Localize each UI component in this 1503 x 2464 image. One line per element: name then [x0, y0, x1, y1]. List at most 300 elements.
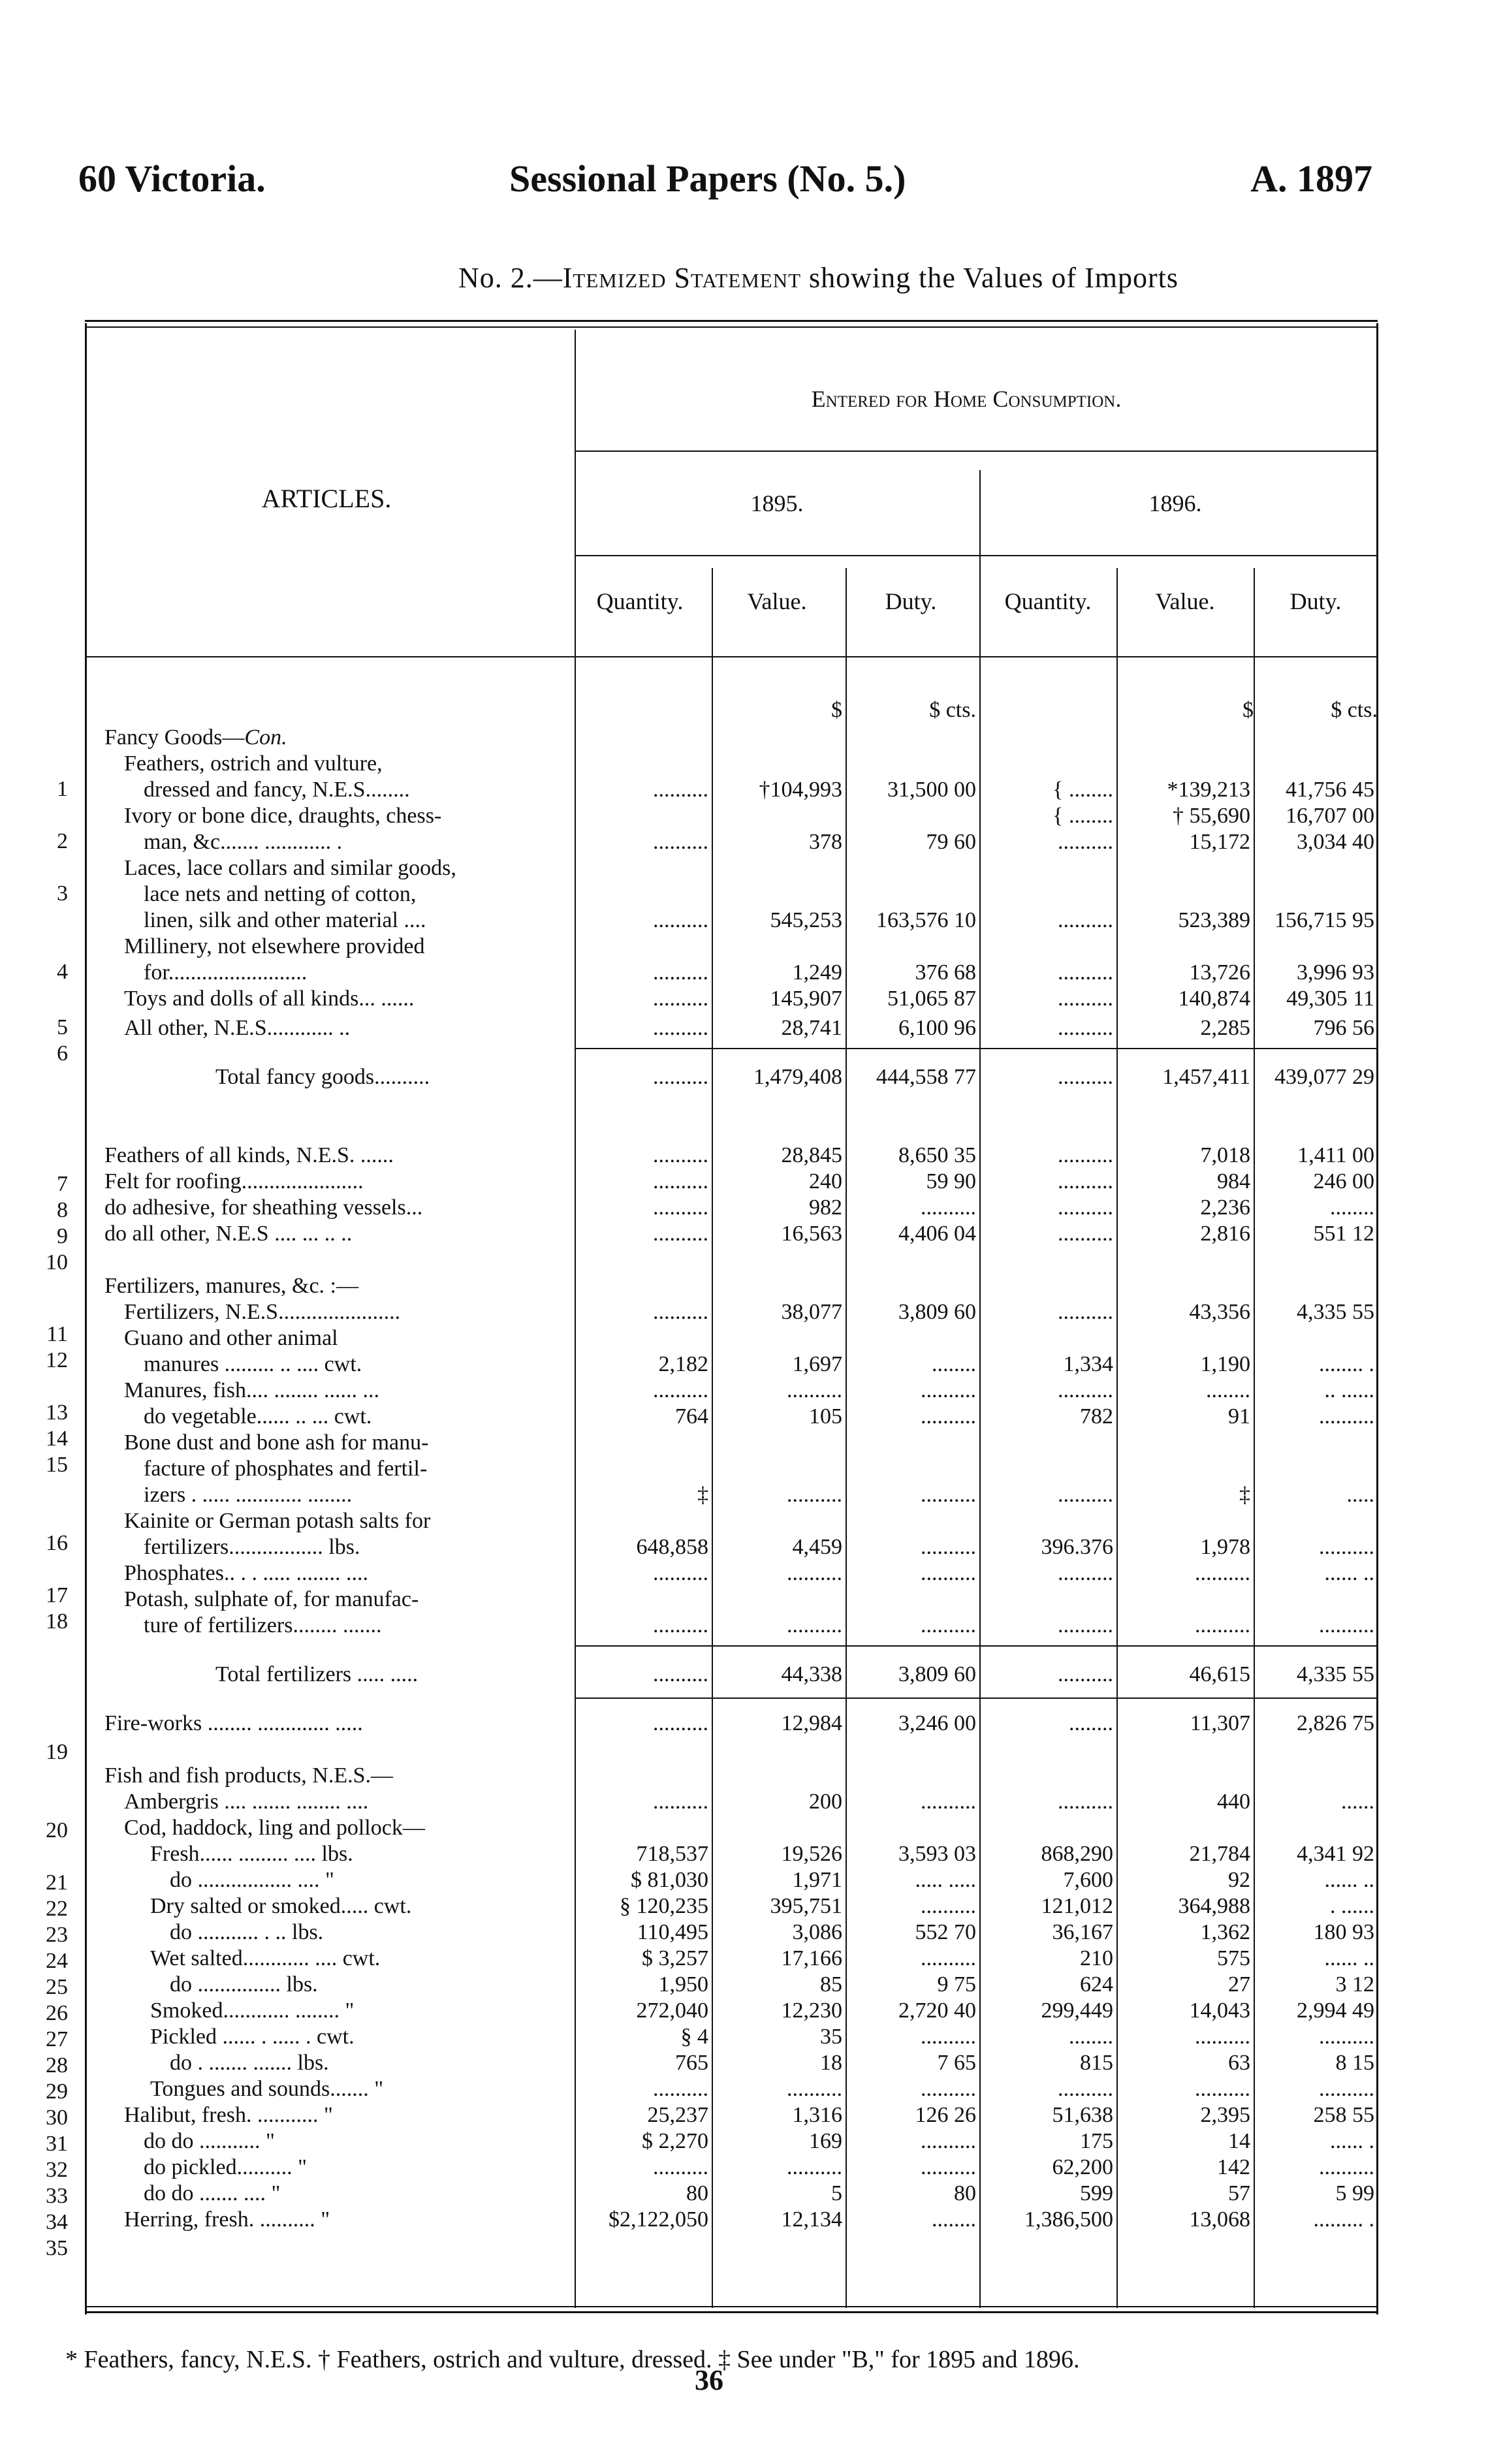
cell-v2: 2,816	[1200, 1222, 1250, 1246]
cell-v1: 982	[809, 1195, 842, 1220]
cell-q1: 1,950	[658, 1972, 708, 1997]
row-number: 2	[57, 829, 68, 853]
cell-v2: ‡	[1239, 1483, 1250, 1507]
row-number: 17	[46, 1583, 68, 1607]
article-line: Dry salted or smoked..... cwt.	[150, 1894, 412, 1918]
row-number: 9	[57, 1224, 68, 1248]
cell-d1: ..... .....	[915, 1868, 976, 1892]
cell-d1: ..........	[921, 1894, 976, 1918]
cell-v2: 27	[1228, 1972, 1250, 1997]
cell-v2: ..........	[1195, 2025, 1250, 2049]
divider-v1	[846, 568, 847, 2308]
cell-d2: ..........	[1319, 1613, 1374, 1637]
cell-d2: 41,756 45	[1286, 778, 1374, 802]
cell-v1: ..........	[787, 1613, 842, 1637]
cell-d2: 796 56	[1313, 1016, 1374, 1040]
article-line: Millinery, not elsewhere provided	[124, 934, 425, 958]
article-line: Kainite or German potash salts for	[124, 1509, 431, 1533]
unit-duty-1896: $ cts.	[1331, 698, 1378, 722]
cell-q2: ..........	[1058, 830, 1113, 854]
article-line: manures ......... .. .... cwt.	[144, 1352, 362, 1376]
cell-q2: 624	[1080, 1972, 1113, 1997]
cell-v1: 3,086	[792, 1920, 842, 1944]
cell-v1: ..........	[787, 1378, 842, 1402]
cell-v1: 145,907	[770, 987, 842, 1011]
cell-d2: 1,411 00	[1297, 1143, 1374, 1167]
cell-d2: ........	[1330, 1195, 1374, 1220]
entered-header: Entered for Home Consumption.	[811, 386, 1122, 412]
cell-q2: ..........	[1058, 1483, 1113, 1507]
row-number: 1	[57, 777, 68, 801]
cell-v1: 1,697	[792, 1352, 842, 1376]
cell-d1: ........	[932, 1352, 976, 1376]
row-number: 22	[46, 1897, 68, 1921]
cell-d1: 4,406 04	[898, 1222, 976, 1246]
cell-q2: 7,600	[1063, 1868, 1113, 1892]
cell-d1: 51,065 87	[887, 987, 976, 1011]
article-line: All other, N.E.S............ ..	[124, 1016, 351, 1040]
cell-d2: 3 12	[1335, 1972, 1374, 1997]
cell-v2: 92	[1228, 1868, 1250, 1892]
cell-v2: ..........	[1195, 1561, 1250, 1585]
cell-q1: 648,858	[636, 1535, 708, 1559]
cell-v2: 46,615	[1189, 1662, 1250, 1686]
cell-d2: ..........	[1319, 2077, 1374, 2101]
article-line: for.........................	[144, 960, 308, 985]
article-line: do adhesive, for sheathing vessels...	[104, 1195, 423, 1220]
cell-q2: 36,167	[1052, 1920, 1113, 1944]
cell-q1: ..........	[653, 1561, 708, 1585]
article-line: Potash, sulphate of, for manufac-	[124, 1587, 419, 1611]
cell-q2: 1,386,500	[1024, 2207, 1113, 2232]
cell-q1: ..........	[653, 778, 708, 802]
row-number: 32	[46, 2158, 68, 2182]
unit-duty-1895: $ cts.	[929, 698, 976, 722]
cell-q1: ..........	[653, 1711, 708, 1735]
cell-v1: 4,459	[792, 1535, 842, 1559]
cell-q1: ..........	[653, 1065, 708, 1089]
table-bottom-rule-inner	[85, 2306, 1378, 2307]
article-line: Toys and dolls of all kinds... ......	[124, 987, 415, 1011]
cell-d2: 246 00	[1313, 1169, 1374, 1193]
row-number: 30	[46, 2106, 68, 2130]
cell-d2: 4,335 55	[1297, 1662, 1374, 1686]
cell-d2: ......	[1341, 1790, 1374, 1814]
cell-d2: ...... .	[1330, 2129, 1374, 2153]
cell-d2: ..........	[1319, 2025, 1374, 2049]
cell-d1: 7 65	[937, 2051, 976, 2075]
cell-d1: ..........	[921, 1790, 976, 1814]
cell-v1: 1,249	[792, 960, 842, 985]
col-value-1895: Value.	[747, 588, 807, 614]
row-number: 10	[46, 1250, 68, 1274]
cell-v2: *139,213	[1167, 778, 1250, 802]
cell-v1: 12,984	[781, 1711, 842, 1735]
cell-v2: 63	[1228, 2051, 1250, 2075]
row-number: 21	[46, 1871, 68, 1895]
cell-v2: ..........	[1195, 2077, 1250, 2101]
cell-v1: 12,230	[781, 1998, 842, 2023]
row-number: 11	[46, 1322, 68, 1346]
cell-q2: ..........	[1058, 1143, 1113, 1167]
year-1896: 1896.	[1148, 490, 1202, 516]
article-line: dressed and fancy, N.E.S........	[144, 778, 410, 802]
article-line: lace nets and netting of cotton,	[144, 882, 417, 906]
article-line: Fish and fish products, N.E.S.—	[104, 1763, 393, 1788]
cell-v1: ..........	[787, 1561, 842, 1585]
articles-header: ARTICLES.	[261, 484, 392, 513]
article-line: do . ....... ....... lbs.	[170, 2051, 329, 2075]
cell-v1: 240	[809, 1169, 842, 1193]
cell-d1: ..........	[921, 1404, 976, 1429]
article-line: do ........... . .. lbs.	[170, 1920, 324, 1944]
article-line: Fancy Goods—Con.	[104, 725, 287, 750]
title-prefix: No. 2.—	[458, 262, 563, 294]
row-number: 23	[46, 1923, 68, 1947]
article-line: Ambergris .... ....... ........ ....	[124, 1790, 369, 1814]
cell-q1: ..........	[653, 2155, 708, 2179]
article-line: Fire-works ........ ............. .....	[104, 1711, 363, 1735]
cell-q1: 80	[686, 2181, 708, 2205]
article-line: Felt for roofing......................	[104, 1169, 364, 1193]
article-line: Tongues and sounds....... "	[150, 2077, 384, 2101]
cell-v1: 18	[820, 2051, 842, 2075]
total-rule	[575, 1698, 1378, 1699]
article-line: Total fancy goods..........	[215, 1065, 430, 1089]
cell-q2: 210	[1080, 1946, 1113, 1970]
rule-under-columns	[85, 656, 1378, 657]
cell-d1: 2,720 40	[898, 1998, 976, 2023]
row-number: 7	[57, 1172, 68, 1196]
cell-q2: 62,200	[1052, 2155, 1113, 2179]
cell-d1: ..........	[921, 1613, 976, 1637]
cell-d2: ..........	[1319, 2155, 1374, 2179]
cell-d1: ..........	[921, 2155, 976, 2179]
row-number: 28	[46, 2053, 68, 2077]
cell-q2: ..........	[1058, 960, 1113, 985]
cell-v1: ..........	[787, 1483, 842, 1507]
cell-d1: ..........	[921, 2077, 976, 2101]
article-line: do ................. .... "	[170, 1868, 334, 1892]
col-quantity-1896: Quantity.	[1004, 588, 1092, 614]
cell-q1: 25,237	[647, 2103, 708, 2127]
divider-year	[979, 470, 981, 2308]
cell-d1: ..........	[921, 2129, 976, 2153]
cell-q2: 868,290	[1041, 1842, 1113, 1866]
cell-q2: 1,334	[1063, 1352, 1113, 1376]
article-line: do all other, N.E.S .... ... .. ..	[104, 1222, 353, 1246]
cell-q1: $ 81,030	[631, 1868, 708, 1892]
cell-q2: 782	[1080, 1404, 1113, 1429]
col-quantity-1895: Quantity.	[596, 588, 684, 614]
cell-v2: 91	[1228, 1404, 1250, 1429]
cell-q2: ..........	[1058, 1169, 1113, 1193]
cell-v2: 21,784	[1189, 1842, 1250, 1866]
cell-v2: 575	[1217, 1946, 1250, 1970]
cell-d1: ........	[932, 2207, 976, 2232]
total-rule	[575, 1645, 1378, 1647]
article-line: do vegetable...... .. ... cwt.	[144, 1404, 372, 1429]
row-number: 24	[46, 1949, 68, 1973]
row-number: 13	[46, 1400, 68, 1425]
cell-v1: 12,134	[781, 2207, 842, 2232]
cell-v2: † 55,690	[1173, 804, 1250, 828]
row-number: 35	[46, 2236, 68, 2260]
cell-q2: ..........	[1058, 1195, 1113, 1220]
article-line: Halibut, fresh. ........... "	[124, 2103, 333, 2127]
article-line: do pickled.......... "	[144, 2155, 307, 2179]
article-line: Manures, fish.... ........ ...... ...	[124, 1378, 379, 1402]
article-line: Fertilizers, N.E.S......................	[124, 1300, 401, 1324]
cell-q1: ..........	[653, 1613, 708, 1637]
cell-d2: 16,707 00	[1286, 804, 1374, 828]
cell-q2: ..........	[1058, 1016, 1113, 1040]
cell-q1: ..........	[653, 1195, 708, 1220]
table-top-rule-inner	[85, 326, 1378, 328]
cell-q2: 815	[1080, 2051, 1113, 2075]
cell-v1: 1,971	[792, 1868, 842, 1892]
cell-q1: ..........	[653, 987, 708, 1011]
cell-q2: { ........	[1052, 804, 1113, 828]
cell-d1: 80	[954, 2181, 976, 2205]
cell-d1: 8,650 35	[898, 1143, 976, 1167]
document-title	[458, 261, 1179, 294]
row-number: 33	[46, 2184, 68, 2208]
cell-q1: ..........	[653, 1378, 708, 1402]
cell-d1: ..........	[921, 1378, 976, 1402]
row-number: 15	[46, 1453, 68, 1477]
cell-v2: 15,172	[1189, 830, 1250, 854]
article-line: Phosphates.. . . ..... ........ ....	[124, 1561, 368, 1585]
article-line: Feathers of all kinds, N.E.S. ......	[104, 1143, 394, 1167]
cell-d2: ...... ..	[1324, 1868, 1374, 1892]
unit-value-1896: $	[1242, 698, 1254, 722]
header-left: 60 Victoria.	[78, 157, 266, 200]
cell-d1: 3,809 60	[898, 1300, 976, 1324]
cell-v1: 44,338	[781, 1662, 842, 1686]
cell-q1: § 4	[680, 2025, 708, 2049]
cell-v1: 17,166	[781, 1946, 842, 1970]
cell-q1: $ 3,257	[642, 1946, 708, 1970]
cell-q1: 2,182	[658, 1352, 708, 1376]
cell-q1: ..........	[653, 830, 708, 854]
cell-q2: { ........	[1052, 778, 1113, 802]
cell-d1: ..........	[921, 1946, 976, 1970]
cell-v1: 169	[809, 2129, 842, 2153]
cell-d1: 59 90	[926, 1169, 976, 1193]
cell-v1: 1,316	[792, 2103, 842, 2127]
cell-q2: ..........	[1058, 1561, 1113, 1585]
article-line: ture of fertilizers........ .......	[144, 1613, 382, 1637]
cell-v2: 364,988	[1178, 1894, 1250, 1918]
row-number: 5	[57, 1015, 68, 1039]
row-number: 6	[57, 1041, 68, 1066]
cell-v1: 105	[809, 1404, 842, 1429]
cell-v2: 523,389	[1178, 908, 1250, 932]
cell-q2: 51,638	[1052, 2103, 1113, 2127]
cell-q2: ..........	[1058, 1662, 1113, 1686]
unit-value-1895: $	[831, 698, 842, 722]
cell-q1: 272,040	[636, 1998, 708, 2023]
row-number: 18	[46, 1609, 68, 1634]
page-number: 36	[695, 2364, 723, 2396]
divider-v2	[1254, 568, 1255, 2308]
article-line: Cod, haddock, ling and pollock—	[124, 1816, 425, 1840]
cell-v1: 19,526	[781, 1842, 842, 1866]
cell-v1: ..........	[787, 2155, 842, 2179]
article-line: man, &c....... ............ .	[144, 830, 343, 854]
cell-d2: ......... .	[1313, 2207, 1374, 2232]
total-rule	[575, 1048, 1378, 1049]
header-right: A. 1897	[1250, 157, 1372, 200]
cell-q2: ..........	[1058, 1378, 1113, 1402]
cell-v2: 2,395	[1200, 2103, 1250, 2127]
title-itemized: Itemized Statement	[562, 262, 802, 294]
cell-d1: 31,500 00	[887, 778, 976, 802]
cell-d2: 3,034 40	[1297, 830, 1374, 854]
cell-d2: 439,077 29	[1274, 1065, 1374, 1089]
row-number: 8	[57, 1198, 68, 1222]
table-right-border	[1376, 323, 1378, 2314]
article-line: Fresh...... ......... .... lbs.	[150, 1842, 353, 1866]
cell-v2: 1,190	[1200, 1352, 1250, 1376]
cell-v1: †104,993	[759, 778, 842, 802]
cell-q1: ..........	[653, 1169, 708, 1193]
cell-v2: ..........	[1195, 1613, 1250, 1637]
cell-q2: ........	[1069, 2025, 1113, 2049]
cell-v1: 38,077	[781, 1300, 842, 1324]
cell-q1: ..........	[653, 1143, 708, 1167]
table-top-rule	[85, 320, 1378, 322]
cell-v2: 2,285	[1200, 1016, 1250, 1040]
cell-q2: ..........	[1058, 2077, 1113, 2101]
article-line: Wet salted............ .... cwt.	[150, 1946, 381, 1970]
cell-v2: 14,043	[1189, 1998, 1250, 2023]
cell-v2: 7,018	[1200, 1143, 1250, 1167]
cell-q1: 110,495	[637, 1920, 708, 1944]
cell-q1: ..........	[653, 1790, 708, 1814]
article-line: Total fertilizers ..... .....	[215, 1662, 419, 1686]
article-line: fertilizers................. lbs.	[144, 1535, 360, 1559]
title-rest: showing the Values of Imports	[801, 262, 1179, 294]
cell-v2: 1,457,411	[1162, 1065, 1250, 1089]
rule-under-years	[575, 555, 1378, 556]
cell-q2: 175	[1080, 2129, 1113, 2153]
cell-q2: ..........	[1058, 987, 1113, 1011]
cell-q2: ..........	[1058, 1790, 1113, 1814]
table-left-border	[85, 323, 87, 2314]
article-line: Feathers, ostrich and vulture,	[124, 751, 383, 776]
cell-d1: ..........	[921, 2025, 976, 2049]
cell-d2: 3,996 93	[1297, 960, 1374, 985]
cell-d1: 3,809 60	[898, 1662, 976, 1686]
cell-q2: 121,012	[1041, 1894, 1113, 1918]
cell-d2: . ......	[1330, 1894, 1374, 1918]
cell-v2: 2,236	[1200, 1195, 1250, 1220]
divider-q2	[1116, 568, 1118, 2308]
cell-v2: 1,362	[1200, 1920, 1250, 1944]
article-line: facture of phosphates and fertil-	[144, 1457, 428, 1481]
cell-d1: 163,576 10	[876, 908, 976, 932]
article-line: Bone dust and bone ash for manu-	[124, 1430, 429, 1455]
col-value-1896: Value.	[1155, 588, 1215, 614]
cell-q1: § 120,235	[620, 1894, 708, 1918]
header-center: Sessional Papers (No. 5.)	[509, 157, 906, 200]
cell-d2: 551 12	[1313, 1222, 1374, 1246]
cell-d2: 2,826 75	[1297, 1711, 1374, 1735]
row-number: 20	[46, 1818, 68, 1842]
article-line: Laces, lace collars and similar goods,	[124, 856, 456, 880]
row-number: 27	[46, 2027, 68, 2051]
cell-q1: ..........	[653, 1662, 708, 1686]
cell-v1: 200	[809, 1790, 842, 1814]
year-1895: 1895.	[750, 490, 804, 516]
divider-q1	[712, 568, 713, 2308]
cell-q1: ..........	[653, 1300, 708, 1324]
article-line: Fertilizers, manures, &c. :—	[104, 1274, 359, 1298]
cell-d2: 49,305 11	[1286, 987, 1374, 1011]
cell-d1: 552 70	[915, 1920, 976, 1944]
cell-d2: 258 55	[1313, 2103, 1374, 2127]
article-line: do do ........... "	[144, 2129, 275, 2153]
row-number: 29	[46, 2079, 68, 2104]
cell-d2: .. ......	[1324, 1378, 1374, 1402]
row-number: 26	[46, 2001, 68, 2025]
cell-v2: ........	[1206, 1378, 1250, 1402]
cell-v1: 28,741	[781, 1016, 842, 1040]
article-line: do ............... lbs.	[170, 1972, 318, 1997]
cell-d1: 3,593 03	[898, 1842, 976, 1866]
cell-q2: ..........	[1058, 1065, 1113, 1089]
cell-q1: ..........	[653, 2077, 708, 2101]
rule-under-entered	[575, 450, 1378, 452]
cell-v2: 43,356	[1189, 1300, 1250, 1324]
row-number: 16	[46, 1531, 68, 1555]
cell-q1: 764	[675, 1404, 708, 1429]
cell-v1: 5	[831, 2181, 842, 2205]
cell-v2: 984	[1217, 1169, 1250, 1193]
cell-v1: 1,479,408	[753, 1065, 842, 1089]
cell-d2: 8 15	[1335, 2051, 1374, 2075]
cell-d1: ..........	[921, 1535, 976, 1559]
cell-v1: ..........	[787, 2077, 842, 2101]
cell-q1: $ 2,270	[642, 2129, 708, 2153]
cell-d2: ..........	[1319, 1404, 1374, 1429]
cell-v2: 14	[1228, 2129, 1250, 2153]
cell-v1: 35	[820, 2025, 842, 2049]
cell-d2: 156,715 95	[1274, 908, 1374, 932]
article-line: Smoked............ ........ "	[150, 1998, 355, 2023]
cell-v2: 440	[1217, 1790, 1250, 1814]
cell-v1: 16,563	[781, 1222, 842, 1246]
cell-d2: ........ .	[1319, 1352, 1374, 1376]
row-number: 12	[46, 1348, 68, 1372]
cell-q2: 299,449	[1041, 1998, 1113, 2023]
cell-d1: ..........	[921, 1483, 976, 1507]
cell-q2: ..........	[1058, 1222, 1113, 1246]
row-number: 19	[46, 1740, 68, 1764]
col-duty-1895: Duty.	[885, 588, 937, 614]
cell-q2: ..........	[1058, 1613, 1113, 1637]
cell-d1: 444,558 77	[876, 1065, 976, 1089]
cell-d1: ..........	[921, 1561, 976, 1585]
cell-q1: 718,537	[636, 1842, 708, 1866]
row-number: 4	[57, 960, 68, 984]
cell-q1: $2,122,050	[609, 2207, 708, 2232]
cell-v2: 1,978	[1200, 1535, 1250, 1559]
cell-v1: 28,845	[781, 1143, 842, 1167]
row-number: 31	[46, 2132, 68, 2156]
